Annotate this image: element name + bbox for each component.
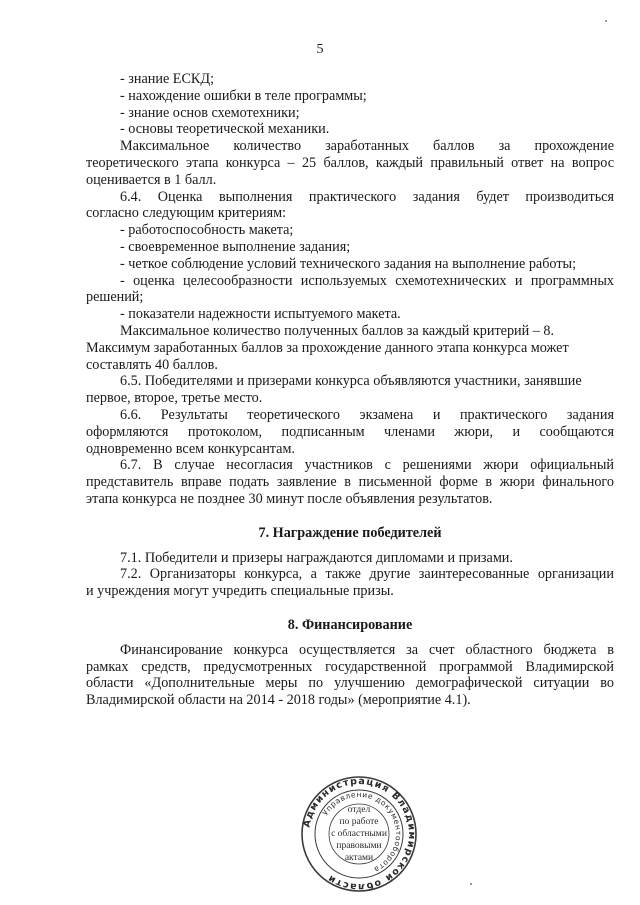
paragraph-line: Максимальное количество заработанных баллов за прохождение — [120, 138, 614, 155]
official-stamp — [300, 775, 418, 893]
paragraph-6-4 — [86, 189, 614, 223]
paragraph-line: Максимальное количество полученных баллов за каждый критерий – 8. — [120, 322, 555, 339]
scan-speck — [470, 883, 472, 885]
list-item: - основы теоретической механики. — [120, 121, 330, 138]
document-body — [86, 71, 614, 709]
paragraph-line: рамках средств, предусмотренных государственной программой Владимирской — [86, 658, 614, 675]
list-item: - показатели надежности испытуемого макета. — [120, 306, 401, 323]
paragraph-line: 6.6. Результаты теоретического экзамена и практического задания — [120, 406, 614, 423]
paragraph-7-1: 7.1. Победители и призеры награждаются дипломами и призами. — [120, 549, 513, 566]
paragraph-max-points — [86, 323, 614, 373]
scan-speck — [605, 20, 607, 22]
stamp-outer-text: Администрация Владимирской области — [301, 775, 418, 893]
section-8-heading: 8. Финансирование — [287, 616, 413, 633]
paragraph-line: этапа конкурса не позднее 30 минут после объявления результатов. — [86, 490, 493, 507]
stamp-center-line: с областными — [331, 829, 387, 839]
paragraph-line: Владимирской области на 2014 - 2018 годы» (мероприятие 4.1). — [86, 692, 471, 709]
paragraph-6-7 — [86, 457, 614, 507]
paragraph-7-2 — [86, 566, 614, 600]
list-item: - четкое соблюдение условий технического задания на выполнение работы; — [120, 255, 577, 272]
paragraph-line: первое, второе, третье место. — [86, 390, 263, 407]
paragraph-line: одновременно всем конкурсантам. — [86, 440, 295, 457]
paragraph-line: теоретического этапа конкурса – 25 баллов, каждый правильный ответ на вопрос — [86, 154, 614, 171]
paragraph-line: Максимум заработанных баллов за прохождение данного этапа конкурса может — [86, 339, 569, 356]
paragraph-line: оформляются протоколом, подписанным членами жюри, и сообщаются — [86, 423, 614, 440]
paragraph-line: представитель вправе подать заявление в письменной форме в жюри финального — [86, 474, 614, 491]
list-item — [86, 273, 614, 307]
paragraph-line: - оценка целесообразности используемых схемотехнических и программных — [120, 272, 614, 289]
paragraph-line: Финансирование конкурса осуществляется за счет областного бюджета в — [120, 641, 614, 658]
paragraph-line: 7.2. Организаторы конкурса, а также другие заинтересованные организации — [120, 566, 614, 583]
list-item: - работоспособность макета; — [120, 222, 294, 239]
stamp-center-text — [300, 775, 418, 893]
paragraph-line: 6.4. Оценка выполнения практического задания будет производиться — [120, 188, 614, 205]
section-7-heading: 7. Награждение победителей — [258, 524, 442, 541]
list-item: - своевременное выполнение задания; — [120, 238, 351, 255]
paragraph-8 — [86, 642, 614, 709]
paragraph-line: оценивается в 1 балл. — [86, 171, 217, 188]
stamp-center-line: по работе — [339, 817, 379, 827]
stamp-center-line: правовыми — [336, 841, 382, 851]
page-number: 5 — [316, 42, 324, 57]
stamp-inner-text: Управление документооборота — [320, 789, 404, 875]
paragraph-line: 6.5. Победителями и призерами конкурса объявляются участники, занявшие — [120, 373, 582, 390]
paragraph-line: согласно следующим критериям: — [86, 205, 287, 222]
list-item: - знание основ схемотехники; — [120, 104, 300, 121]
list-item: - знание ЕСКД; — [120, 71, 215, 87]
stamp-center-line: отдел — [347, 805, 371, 815]
list-item: - нахождение ошибки в теле программы; — [120, 87, 367, 104]
paragraph-line: 6.7. В случае несогласия участников с решениями жюри официальный — [120, 457, 614, 474]
paragraph-theory-max — [86, 138, 614, 188]
paragraph-line: области «Дополнительные меры по улучшению демографической ситуации во — [86, 675, 614, 692]
paragraph-6-5 — [86, 373, 614, 407]
stamp-center-line: актами — [344, 853, 374, 863]
paragraph-line: и учреждения могут учредить специальные призы. — [86, 583, 394, 600]
paragraph-6-6 — [86, 407, 614, 457]
paragraph-line: решений; — [86, 289, 144, 306]
paragraph-line: составлять 40 баллов. — [86, 356, 218, 373]
